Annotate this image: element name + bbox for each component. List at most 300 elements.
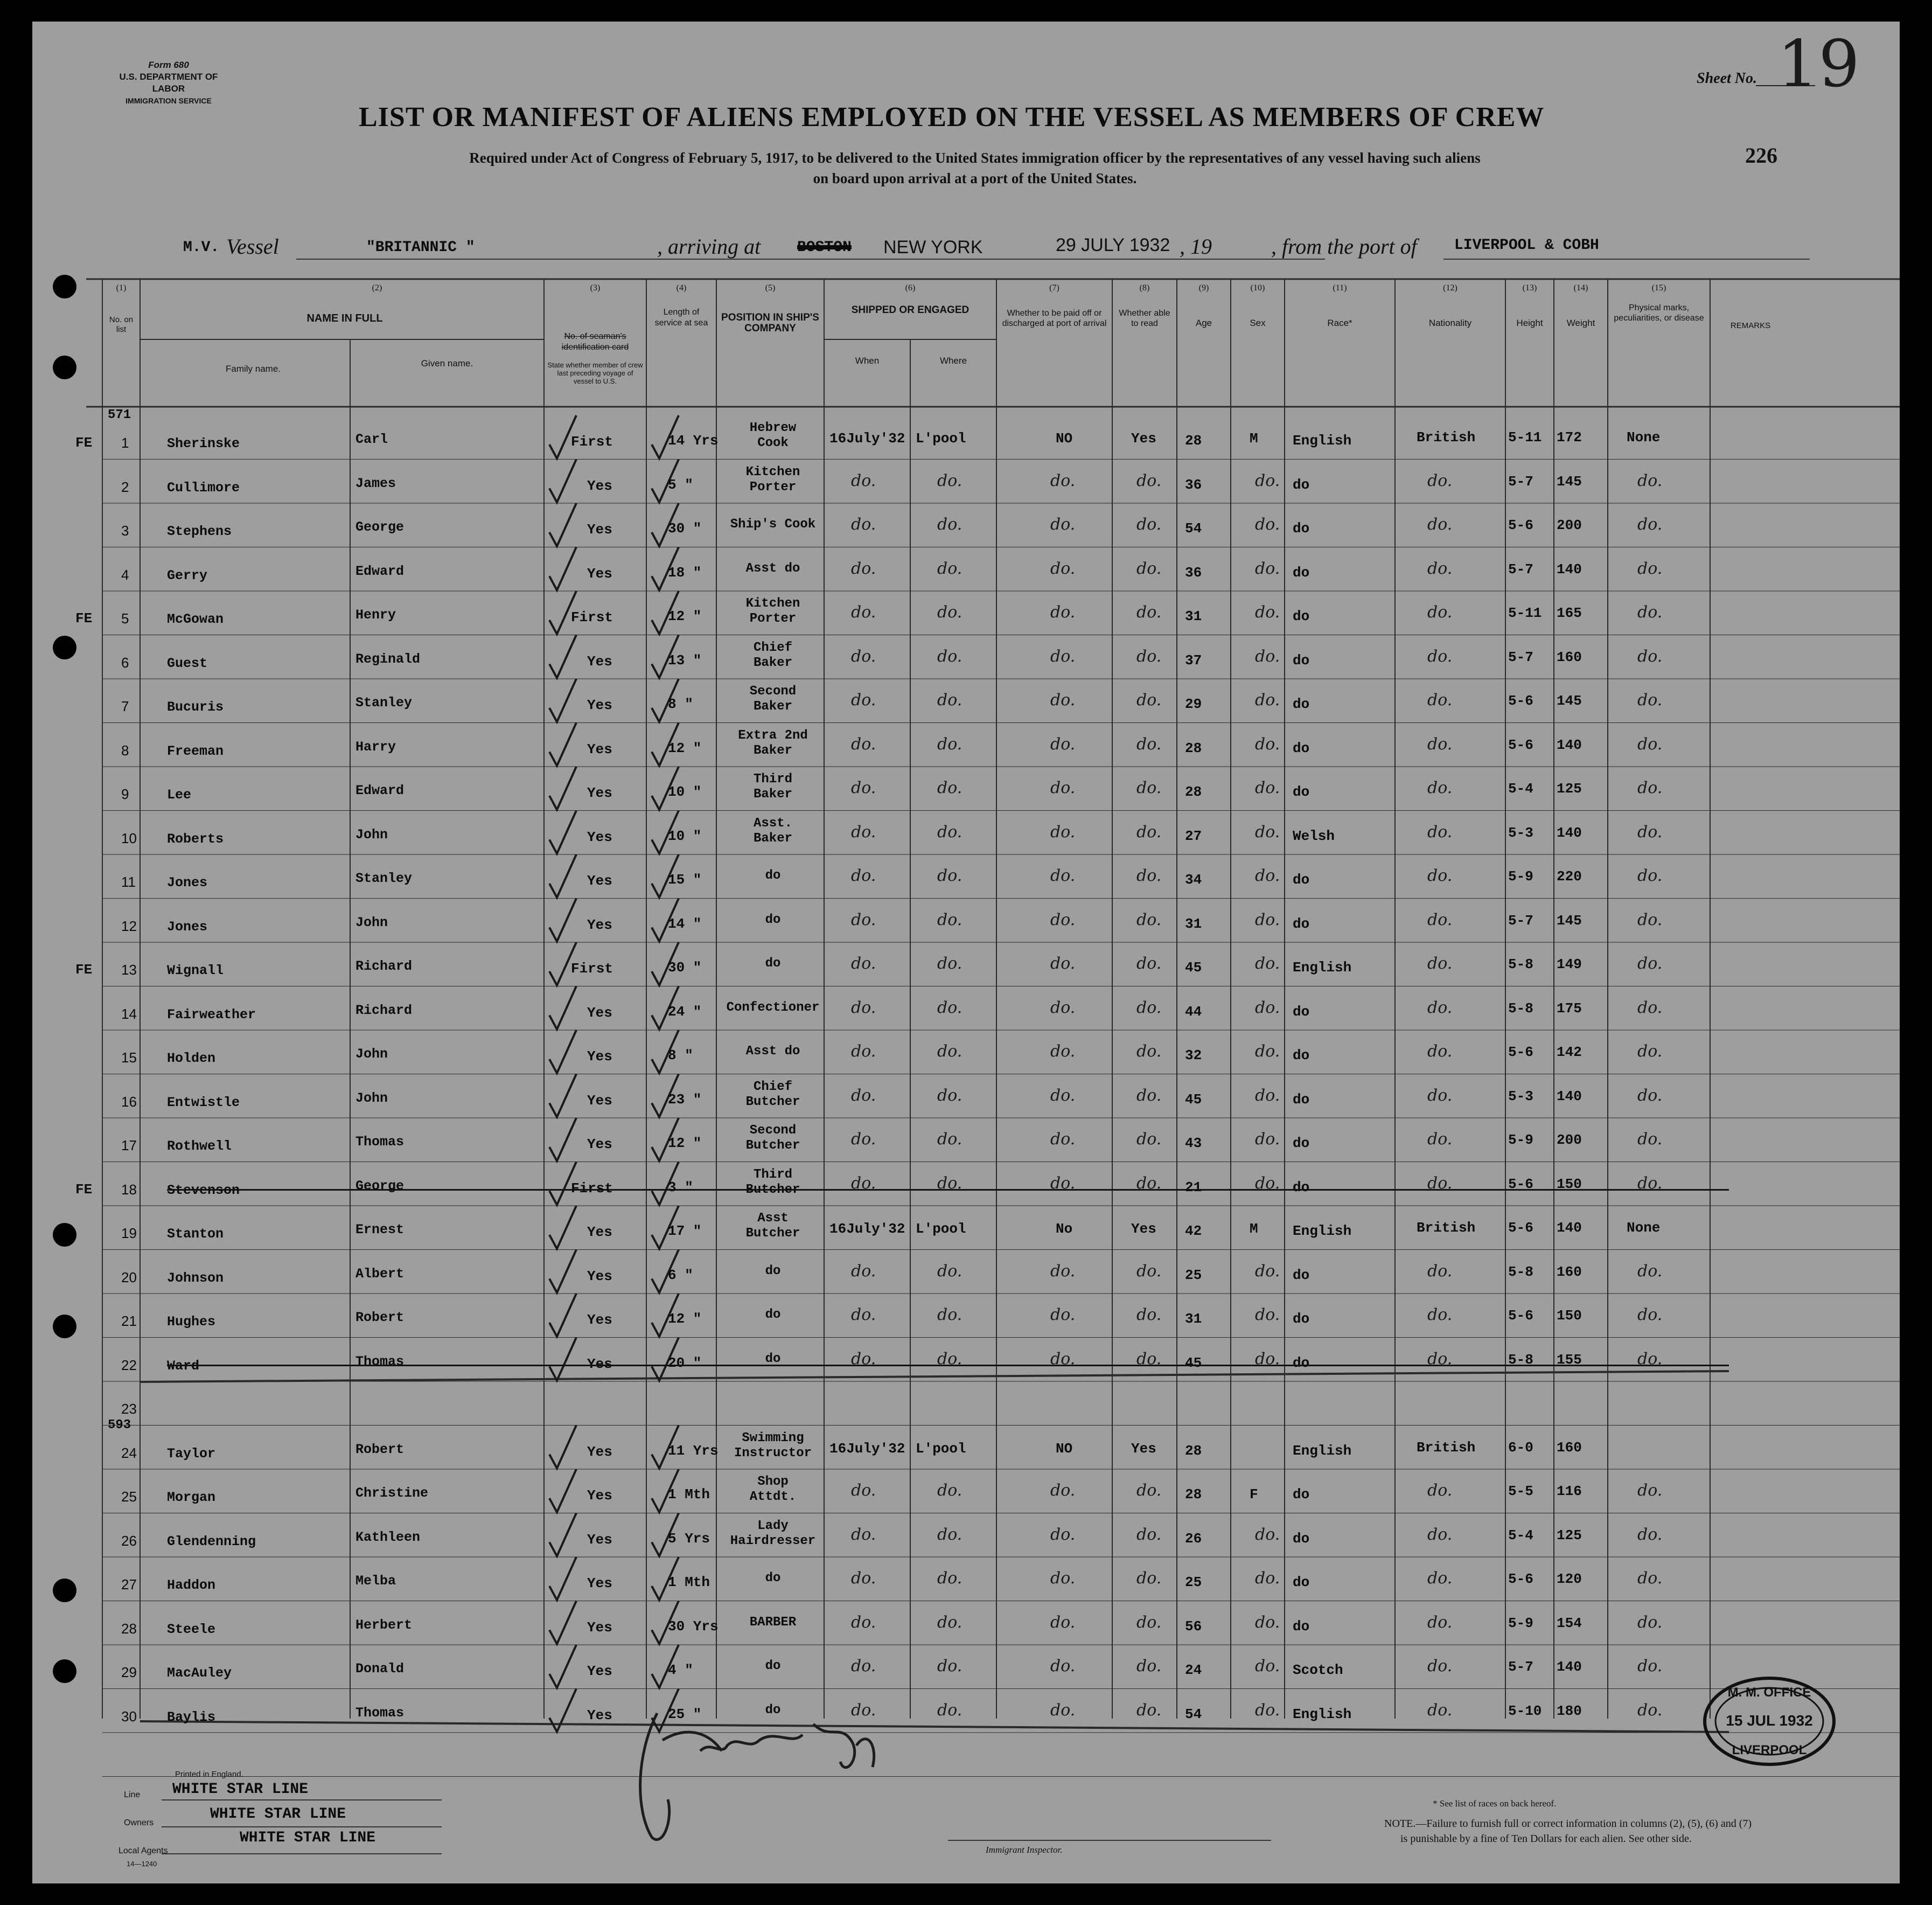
- service-length: 11 Yrs: [668, 1442, 719, 1459]
- service-length: 24 ": [668, 1003, 702, 1020]
- age: 56: [1185, 1618, 1202, 1635]
- ditto-mark: do.: [937, 734, 962, 754]
- table-row: [32, 1076, 1900, 1121]
- family-name: Stephens: [167, 524, 232, 539]
- family-name: Bucuris: [167, 699, 224, 715]
- family-name: Freeman: [167, 743, 224, 759]
- ditto-mark: do.: [1050, 998, 1076, 1017]
- service-length: 6 ": [668, 1267, 693, 1283]
- weight: 140: [1557, 1659, 1582, 1675]
- race: do: [1293, 872, 1310, 888]
- position: do: [765, 1659, 781, 1673]
- service-length: 10 ": [668, 828, 702, 844]
- age: 31: [1185, 1311, 1202, 1327]
- ditto-mark: do.: [1637, 734, 1663, 754]
- table-row: [32, 813, 1900, 857]
- ditto-mark: do.: [937, 910, 962, 929]
- seaman-card: Yes: [587, 1619, 612, 1636]
- age: 28: [1185, 784, 1202, 800]
- ditto-mark: do.: [1050, 734, 1076, 754]
- service-length: 5 ": [668, 476, 693, 493]
- ditto-mark: do.: [1637, 866, 1663, 885]
- position-line-2: Butcher: [745, 1094, 800, 1109]
- ditto-mark: do.: [1637, 691, 1663, 710]
- given-name: George: [355, 519, 404, 535]
- ditto-mark: do.: [1136, 1481, 1162, 1500]
- row-number: 10: [121, 830, 137, 846]
- service-length: 14 Yrs: [668, 433, 719, 449]
- age: 25: [1185, 1267, 1202, 1283]
- nationality: British: [1417, 1439, 1476, 1456]
- weight: 200: [1557, 517, 1582, 533]
- ditto-mark: do.: [1427, 778, 1453, 797]
- vessel-prefix: M.V.: [183, 239, 220, 256]
- race: do: [1293, 564, 1310, 581]
- ditto-mark: do.: [1255, 515, 1280, 534]
- row-number: 25: [121, 1489, 137, 1505]
- age: 24: [1185, 1662, 1202, 1678]
- ditto-mark: do.: [851, 515, 876, 534]
- weight: 154: [1557, 1615, 1582, 1631]
- age: 27: [1185, 828, 1202, 844]
- position-line-1: Shop: [757, 1475, 789, 1489]
- race: do: [1293, 1530, 1310, 1547]
- ditto-mark: do.: [1637, 1349, 1663, 1368]
- family-name: Guest: [167, 655, 208, 671]
- weight: 145: [1557, 693, 1582, 709]
- ditto-mark: do.: [1637, 910, 1663, 929]
- line-label: Line: [124, 1790, 141, 1799]
- given-name: George: [355, 1178, 404, 1194]
- position: do: [765, 1351, 781, 1366]
- position-line-2: Butcher: [745, 1138, 800, 1153]
- seaman-card: Yes: [587, 829, 612, 845]
- given-name: Albert: [355, 1266, 404, 1282]
- row-number: 27: [121, 1576, 137, 1593]
- ditto-mark: do.: [1050, 1481, 1076, 1500]
- header-id-card: No. of seaman's identification card: [561, 332, 629, 352]
- service-length: 8 ": [668, 1047, 693, 1063]
- arrival-date: 29 JULY 1932: [1056, 235, 1170, 255]
- ditto-mark: do.: [1255, 471, 1280, 490]
- position: do: [765, 956, 781, 971]
- ditto-mark: do.: [937, 1042, 962, 1061]
- ditto-mark: do.: [851, 1349, 876, 1368]
- ditto-mark: do.: [1136, 1612, 1162, 1632]
- weight: 145: [1557, 912, 1582, 929]
- department: U.S. DEPARTMENT OF LABOR: [119, 72, 218, 94]
- given-name: Stanley: [355, 871, 413, 886]
- given-name: Thomas: [355, 1705, 404, 1721]
- ditto-mark: do.: [937, 998, 962, 1017]
- weight: 142: [1557, 1044, 1582, 1060]
- ditto-mark: do.: [1136, 1525, 1162, 1544]
- header-physical-marks: Physical marks, peculiarities, or disease: [1614, 303, 1704, 323]
- row-number: 28: [121, 1620, 137, 1637]
- race: do: [1293, 1486, 1310, 1503]
- service-length: 20 ": [668, 1354, 702, 1371]
- row-number: 26: [121, 1532, 137, 1549]
- family-name: Cullimore: [167, 479, 240, 496]
- ditto-mark: do.: [1050, 1657, 1076, 1675]
- ditto-mark: do.: [1136, 603, 1162, 622]
- ditto-mark: do.: [1255, 1261, 1280, 1281]
- header-height: Height: [1516, 318, 1543, 328]
- height: 5-9: [1508, 1615, 1533, 1631]
- col-num-3: (3): [590, 283, 601, 293]
- height: 5-8: [1508, 1351, 1533, 1368]
- height: 5-6: [1508, 1571, 1533, 1587]
- row-number: 13: [121, 962, 137, 978]
- ditto-mark: do.: [1637, 1612, 1663, 1632]
- ditto-mark: do.: [937, 515, 962, 534]
- paid-off: NO: [1056, 1440, 1073, 1457]
- given-name: John: [355, 826, 388, 843]
- family-name: Glendenning: [167, 1533, 256, 1549]
- height: 5-11: [1508, 605, 1542, 621]
- margin-mark: FE: [75, 435, 93, 451]
- table-row: [32, 769, 1900, 813]
- ditto-mark: do.: [1427, 1700, 1453, 1720]
- family-name: Haddon: [167, 1577, 216, 1593]
- ditto-mark: do.: [1427, 646, 1453, 666]
- ditto-mark: do.: [937, 866, 962, 885]
- table-row: [32, 1559, 1900, 1603]
- ditto-mark: do.: [1136, 998, 1162, 1017]
- ditto-mark: do.: [1136, 1261, 1162, 1281]
- position-line-2: Butcher: [745, 1226, 800, 1241]
- stamp-top: M. M. OFFICE: [1727, 1685, 1811, 1700]
- ditto-mark: do.: [937, 1305, 962, 1324]
- table-row: [32, 1252, 1900, 1296]
- height: 5-10: [1508, 1702, 1542, 1719]
- ditto-mark: do.: [1050, 559, 1076, 578]
- ditto-mark: do.: [1255, 691, 1280, 710]
- age: 21: [1185, 1179, 1202, 1195]
- race: do: [1293, 476, 1310, 493]
- ditto-mark: do.: [1637, 1261, 1663, 1281]
- position: Confectioner: [726, 1000, 820, 1015]
- ditto-mark: do.: [1637, 1305, 1663, 1324]
- given-name: Kathleen: [355, 1529, 421, 1545]
- ditto-mark: do.: [1427, 1173, 1453, 1193]
- row-number: 19: [121, 1225, 137, 1241]
- ditto-mark: do.: [1255, 910, 1280, 929]
- service-length: 12 ": [668, 1135, 702, 1151]
- ditto-mark: do.: [1136, 646, 1162, 666]
- ditto-mark: do.: [937, 954, 962, 973]
- table-row: [32, 637, 1900, 682]
- ditto-mark: do.: [1136, 1349, 1162, 1368]
- service-length: 30 ": [668, 520, 702, 537]
- given-name: Harry: [355, 739, 396, 755]
- height: 5-7: [1508, 912, 1533, 929]
- ditto-mark: do.: [1050, 1042, 1076, 1061]
- struck-port: BOSTON: [797, 239, 852, 256]
- ditto-mark: do.: [1050, 822, 1076, 842]
- given-name: Melba: [355, 1573, 396, 1589]
- seaman-card: Yes: [587, 1312, 612, 1328]
- ditto-mark: do.: [851, 559, 876, 578]
- given-name: Donald: [355, 1661, 404, 1677]
- family-name: Baylis: [167, 1709, 216, 1725]
- weight: 160: [1557, 1439, 1582, 1456]
- ditto-mark: do.: [937, 1481, 962, 1500]
- table-row: [32, 1471, 1900, 1515]
- ditto-mark: do.: [1427, 1569, 1453, 1588]
- age: 32: [1185, 1047, 1202, 1063]
- age: 28: [1185, 1486, 1202, 1503]
- seaman-card: Yes: [587, 697, 612, 713]
- ditto-mark: do.: [1255, 1173, 1280, 1193]
- seaman-card: Yes: [587, 916, 612, 933]
- given-name: James: [355, 475, 396, 491]
- family-name: Stevenson: [167, 1182, 240, 1198]
- ditto-mark: do.: [1050, 1349, 1076, 1368]
- position-line-1: Extra 2nd: [738, 728, 808, 743]
- ditto-mark: do.: [1136, 1657, 1162, 1675]
- ditto-mark: do.: [1637, 954, 1663, 973]
- seaman-card: Yes: [587, 477, 612, 494]
- row-number: 17: [121, 1137, 137, 1153]
- sex: F: [1250, 1486, 1258, 1503]
- race: do: [1293, 520, 1310, 537]
- ditto-mark: do.: [851, 1305, 876, 1324]
- header-age: Age: [1195, 318, 1212, 328]
- position: do: [765, 1702, 781, 1718]
- ditto-mark: do.: [937, 471, 962, 490]
- ditto-mark: do.: [1050, 471, 1076, 490]
- row-number: 12: [121, 917, 137, 934]
- height: 5-6: [1508, 1220, 1533, 1236]
- given-name: Edward: [355, 783, 404, 798]
- age: 54: [1185, 1706, 1202, 1722]
- race: do: [1293, 1574, 1310, 1590]
- margin-mark: FE: [75, 962, 93, 978]
- position-line-2: Porter: [749, 611, 797, 626]
- position-line-1: Asst: [757, 1211, 789, 1226]
- given-name: Stanley: [355, 695, 413, 711]
- family-name: Holden: [167, 1051, 216, 1066]
- ditto-mark: do.: [1427, 1481, 1453, 1500]
- header-paid-off: Whether to be paid off or discharged at port of arrival: [1002, 309, 1107, 328]
- family-name: Morgan: [167, 1490, 216, 1505]
- ditto-mark: do.: [1637, 559, 1663, 578]
- age: 36: [1185, 476, 1202, 493]
- given-name: Thomas: [355, 1134, 404, 1150]
- ditto-mark: do.: [1136, 1305, 1162, 1324]
- position: Asst do: [745, 561, 800, 576]
- row-number: 8: [121, 742, 129, 759]
- row-number: 24: [121, 1444, 137, 1461]
- ditto-mark: do.: [1637, 998, 1663, 1017]
- ditto-mark: do.: [1136, 559, 1162, 578]
- header-service-length: Length of service at sea: [654, 308, 708, 328]
- service-length: 4 ": [668, 1662, 693, 1678]
- table-row: [32, 725, 1900, 769]
- ditto-mark: do.: [1637, 1700, 1663, 1720]
- weight: 172: [1557, 429, 1582, 446]
- paid-off: No: [1056, 1221, 1073, 1237]
- race: English: [1293, 1706, 1352, 1722]
- family-name: Jones: [167, 875, 208, 891]
- ditto-mark: do.: [1427, 822, 1453, 842]
- position-line-1: Second: [749, 1123, 797, 1138]
- age: 28: [1185, 740, 1202, 756]
- ditto-mark: do.: [1427, 1525, 1453, 1544]
- position-line-2: Hairdresser: [730, 1533, 816, 1548]
- ditto-mark: do.: [1427, 1657, 1453, 1675]
- margin-mark: FE: [75, 1181, 93, 1198]
- weight: 149: [1557, 956, 1582, 972]
- table-row: [32, 550, 1900, 594]
- service-length: 12 ": [668, 1311, 702, 1327]
- seaman-card: Yes: [587, 653, 612, 670]
- position-line-2: Butcher: [745, 1182, 800, 1197]
- ditto-mark: do.: [1427, 1261, 1453, 1281]
- height: 5-6: [1508, 517, 1533, 533]
- table-row: [32, 989, 1900, 1033]
- ditto-mark: do.: [1427, 734, 1453, 754]
- service-length: 14 ": [668, 915, 702, 932]
- ditto-mark: do.: [851, 822, 876, 842]
- weight: 150: [1557, 1308, 1582, 1324]
- form-code: 14—1240: [127, 1860, 157, 1868]
- ditto-mark: do.: [1255, 559, 1280, 578]
- row-number: 30: [121, 1708, 137, 1725]
- shipped-when: 16July'32: [829, 430, 905, 447]
- ditto-mark: do.: [937, 1569, 962, 1588]
- stamp-bottom: LIVERPOOL: [1732, 1743, 1807, 1757]
- ditto-mark: do.: [937, 822, 962, 842]
- service-length: 1 Mth: [668, 1574, 710, 1590]
- printed-note: Printed in England.: [175, 1770, 243, 1779]
- header-remarks: REMARKS: [1730, 321, 1771, 330]
- family-name: Ward: [167, 1358, 200, 1374]
- height: 5-7: [1508, 1659, 1533, 1675]
- ditto-mark: do.: [1050, 866, 1076, 885]
- page-number: 571: [108, 408, 131, 422]
- position: do: [765, 1263, 781, 1278]
- col-num-8: (8): [1139, 283, 1150, 293]
- col-num-6: (6): [905, 283, 916, 293]
- service-length: 18 ": [668, 564, 702, 581]
- position: do: [765, 912, 781, 927]
- family-name: Gerry: [167, 567, 208, 583]
- service-length: 10 ": [668, 784, 702, 800]
- age: 28: [1185, 1442, 1202, 1459]
- ditto-mark: do.: [1255, 1569, 1280, 1588]
- table-row: [32, 1208, 1900, 1252]
- position-line-1: Third: [753, 1167, 792, 1182]
- shipped-where: L'pool: [916, 1221, 966, 1237]
- sex: M: [1250, 430, 1258, 447]
- ditto-mark: do.: [1637, 1481, 1663, 1500]
- age: 31: [1185, 915, 1202, 932]
- weight: 175: [1557, 1000, 1582, 1017]
- table-row: [32, 1120, 1900, 1164]
- ditto-mark: do.: [1637, 822, 1663, 842]
- race: do: [1293, 1091, 1310, 1108]
- ditto-mark: do.: [1255, 646, 1280, 666]
- col-num-2: (2): [372, 283, 382, 293]
- ditto-mark: do.: [851, 954, 876, 973]
- ditto-mark: do.: [1427, 866, 1453, 885]
- service-length: 13 ": [668, 652, 702, 669]
- family-name: Jones: [167, 919, 208, 935]
- ditto-mark: do.: [1050, 1612, 1076, 1632]
- given-name: John: [355, 1046, 388, 1062]
- position-line-2: Porter: [749, 479, 797, 495]
- ditto-mark: do.: [1637, 1173, 1663, 1193]
- height: 5-3: [1508, 1088, 1533, 1104]
- ditto-mark: do.: [937, 778, 962, 797]
- seaman-card: Yes: [587, 1707, 612, 1723]
- ditto-mark: do.: [851, 691, 876, 710]
- table-row: [32, 1340, 1900, 1384]
- race: English: [1293, 1223, 1352, 1239]
- ditto-mark: do.: [1255, 603, 1280, 622]
- seaman-card: Yes: [587, 1136, 612, 1152]
- weight: 155: [1557, 1351, 1582, 1368]
- weight: 116: [1557, 1483, 1582, 1499]
- subtitle-line-2: on board upon arrival at a port of the United States.: [813, 170, 1137, 186]
- fine-note-2: is punishable by a fine of Ten Dollars for each alien. See other side.: [1400, 1833, 1692, 1845]
- header-when: When: [855, 356, 880, 366]
- race-note: * See list of races on back hereof.: [1433, 1798, 1557, 1809]
- given-name: Robert: [355, 1310, 404, 1325]
- ditto-mark: do.: [937, 1261, 962, 1281]
- header-position: POSITION IN SHIP'S COMPANY: [721, 312, 819, 334]
- age: 42: [1185, 1223, 1202, 1239]
- ditto-mark: do.: [1136, 954, 1162, 973]
- ditto-mark: do.: [1427, 998, 1453, 1017]
- age: 45: [1185, 1354, 1202, 1371]
- position-line-1: Asst.: [753, 816, 792, 831]
- ditto-mark: do.: [1136, 691, 1162, 710]
- position-line-1: Lady: [757, 1518, 789, 1533]
- line-value: WHITE STAR LINE: [172, 1781, 309, 1798]
- age: 43: [1185, 1135, 1202, 1151]
- table-row: [32, 1515, 1900, 1560]
- shipped-where: L'pool: [916, 430, 966, 447]
- ditto-mark: do.: [851, 1481, 876, 1500]
- height: 5-7: [1508, 649, 1533, 665]
- ditto-mark: do.: [1136, 1086, 1162, 1105]
- ditto-mark: do.: [1255, 1305, 1280, 1324]
- ditto-mark: do.: [1050, 1525, 1076, 1544]
- col-num-13: (13): [1522, 283, 1537, 293]
- shipped-where: L'pool: [916, 1440, 966, 1457]
- table-row: [32, 857, 1900, 901]
- ditto-mark: do.: [851, 866, 876, 885]
- height: 5-7: [1508, 561, 1533, 578]
- seaman-card: Yes: [587, 1355, 612, 1372]
- row-number: 4: [121, 566, 129, 583]
- ditto-mark: do.: [1637, 1525, 1663, 1544]
- ditto-mark: do.: [1050, 1261, 1076, 1281]
- header-able-to-read: Whether able to read: [1119, 309, 1170, 328]
- able-to-read: Yes: [1131, 1440, 1156, 1457]
- ditto-mark: do.: [1427, 1130, 1453, 1149]
- seaman-card: Yes: [587, 1443, 612, 1460]
- ditto-mark: do.: [937, 1612, 962, 1632]
- ditto-mark: do.: [1427, 1612, 1453, 1632]
- position-line-1: Chief: [753, 640, 792, 655]
- ditto-mark: do.: [1255, 1130, 1280, 1149]
- ditto-mark: do.: [1255, 1349, 1280, 1368]
- sheet-number: 19: [1777, 27, 1860, 102]
